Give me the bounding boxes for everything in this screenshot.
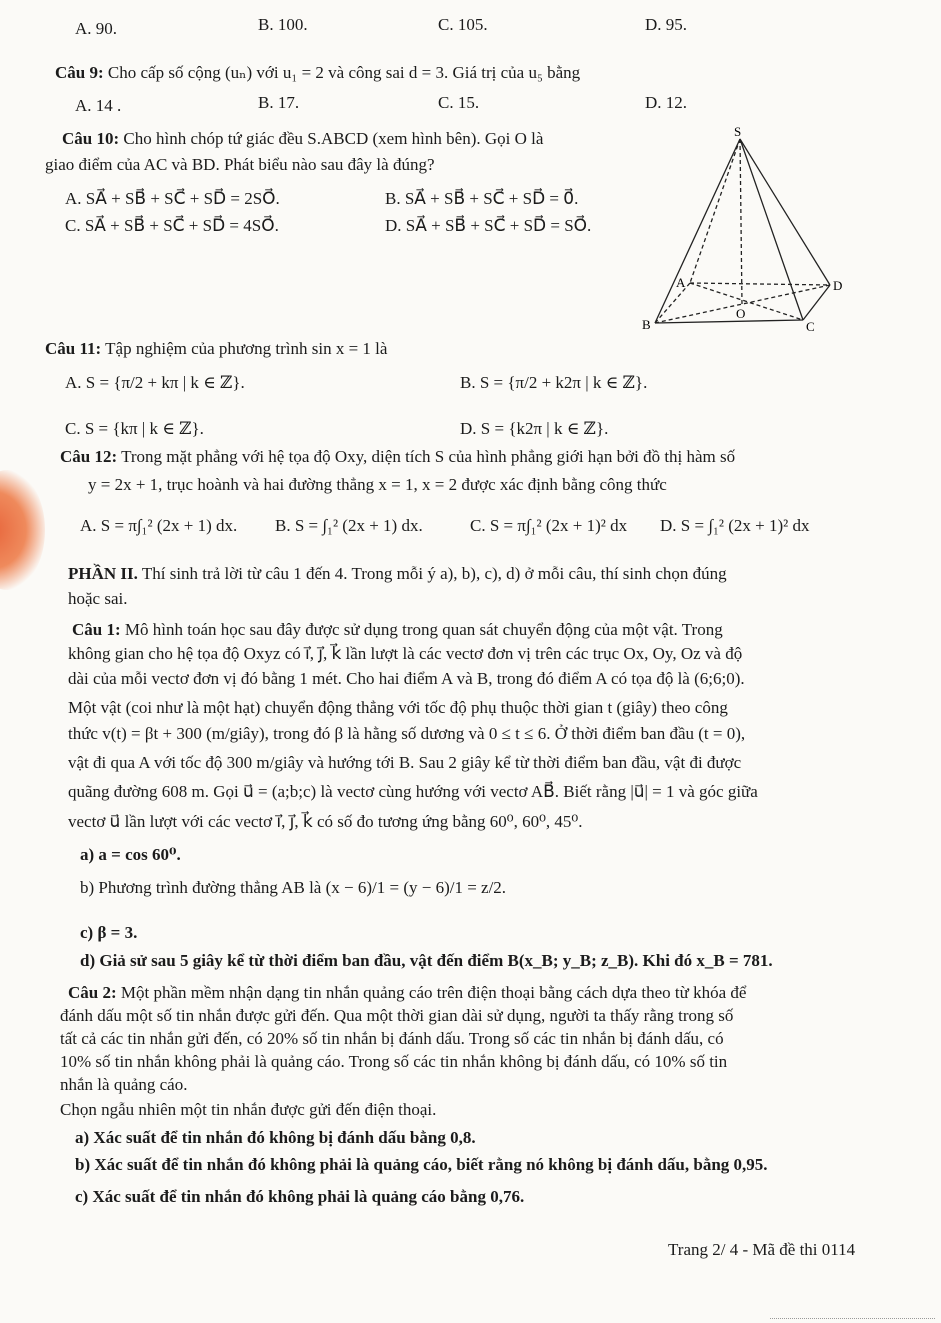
q9-option-b: B. 17. bbox=[258, 93, 300, 112]
p2q1-line7: quãng đường 608 m. Gọi u⃗ = (a;b;c) là vectơ cùng hướng với vectơ AB⃗. Biết rằng |u⃗| = 1 và góc giữa bbox=[68, 782, 758, 801]
q8-option-c: C. 105. bbox=[438, 15, 488, 34]
footer-dotted-line bbox=[770, 1318, 935, 1319]
edge-sb bbox=[655, 139, 740, 323]
q11 bbox=[45, 338, 387, 360]
edge-sa bbox=[690, 139, 740, 283]
q11-option-c: C. S = {kπ | k ∈ ℤ}. bbox=[65, 419, 204, 438]
q9-option-c: C. 15. bbox=[438, 93, 480, 112]
part2-line2: hoặc sai. bbox=[68, 589, 128, 608]
q9-option-d: D. 12. bbox=[645, 93, 688, 112]
q12-text: Trong mặt phẳng với hệ tọa độ Oxy, diện tích S của hình phẳng giới hạn bởi đồ thị hàm số bbox=[121, 447, 736, 466]
q12-option-d: D. S = ∫₁² (2x + 1)² dx bbox=[660, 516, 810, 535]
p2q2-item-b: b) Xác suất để tin nhắn đó không phải là quảng cáo, biết rằng nó không bị đánh dấu, bằng 0,95. bbox=[75, 1155, 768, 1174]
label-b: B bbox=[642, 317, 651, 332]
edge-bc bbox=[655, 320, 803, 323]
q11-option-a: A. S = {π/2 + kπ | k ∈ ℤ}. bbox=[65, 373, 245, 392]
label-a: A bbox=[676, 275, 686, 290]
q10-option-d: D. SA⃗ + SB⃗ + SC⃗ + SD⃗ = SO⃗. bbox=[385, 216, 592, 235]
p2q1-item-c: c) β = 3. bbox=[80, 923, 138, 942]
p2q1-item-a: a) a = cos 60⁰. bbox=[80, 845, 181, 864]
paper-stain bbox=[0, 470, 45, 590]
label-s: S bbox=[734, 125, 742, 139]
q10-line2: giao điểm của AC và BD. Phát biểu nào sau đây là đúng? bbox=[45, 155, 435, 174]
p2q2-line5: nhắn là quảng cáo. bbox=[60, 1075, 188, 1094]
p2q2-text: Một phần mềm nhận dạng tin nhắn quảng cáo trên điện thoại bằng cách dựa theo từ khóa để bbox=[120, 983, 747, 1002]
p2q1-line5: thức v(t) = βt + 300 (m/giây), trong đó β là hằng số dương và 0 ≤ t ≤ 6. Ở thời điểm ban đầu (t = 0), bbox=[68, 724, 746, 743]
part2-text: Thí sinh trả lời từ câu 1 đến 4. Trong mỗi ý a), b), c), d) ở mỗi câu, thí sinh chọn đúng bbox=[141, 564, 727, 583]
q10-option-c: C. SA⃗ + SB⃗ + SC⃗ + SD⃗ = 4SO⃗. bbox=[65, 216, 279, 235]
q12-label: Câu 12: bbox=[60, 447, 118, 466]
p2q2-line1 bbox=[68, 982, 746, 1004]
q12-line2: y = 2x + 1, trục hoành và hai đường thẳng x = 1, x = 2 được xác định bằng công thức bbox=[88, 475, 667, 494]
edge-ad bbox=[690, 283, 830, 285]
p2q1-line2: không gian cho hệ tọa độ Oxyz có i⃗, j⃗, k⃗ lần lượt là các vectơ đơn vị trên các trục Ox, Oy, Oz và độ bbox=[68, 644, 743, 663]
p2q2-item-c: c) Xác suất để tin nhắn đó không phải là quảng cáo bằng 0,76. bbox=[75, 1187, 525, 1206]
edge-ac bbox=[690, 283, 803, 320]
p2q1-line1 bbox=[72, 619, 723, 641]
q11-label: Câu 11: bbox=[45, 339, 102, 358]
q9-text: Cho cấp số cộng (uₙ) với u₁ = 2 và công sai d = 3. Giá trị của u₅ bằng bbox=[107, 63, 581, 82]
p2q1-text: Mô hình toán học sau đây được sử dụng trong quan sát chuyển động của một vật. Trong bbox=[124, 620, 723, 639]
q8-option-b: B. 100. bbox=[258, 15, 308, 34]
q10-option-a: A. SA⃗ + SB⃗ + SC⃗ + SD⃗ = 2SO⃗. bbox=[65, 189, 280, 208]
q12-option-a: A. S = π∫₁² (2x + 1) dx. bbox=[80, 516, 238, 535]
p2q1-item-b: b) Phương trình đường thẳng AB là (x − 6)/1 = (y − 6)/1 = z/2. bbox=[80, 878, 507, 897]
p2q1-line4: Một vật (coi như là một hạt) chuyển động thẳng với tốc độ phụ thuộc thời gian t (giây) theo công bbox=[68, 698, 728, 717]
p2q1-line3: dài của mỗi vectơ đơn vị đó bằng 1 mét. Cho hai điểm A và B, trong đó điểm A có tọa độ là (6;6;0). bbox=[68, 669, 745, 688]
q12-option-c: C. S = π∫₁² (2x + 1)² dx bbox=[470, 516, 628, 535]
q12-option-b: B. S = ∫₁² (2x + 1) dx. bbox=[275, 516, 423, 535]
page-footer: Trang 2/ 4 - Mã đề thi 0114 bbox=[668, 1240, 856, 1259]
p2q1-line8: vectơ u⃗ lần lượt với các vectơ i⃗, j⃗, k⃗ có số đo tương ứng bằng 60⁰, 60⁰, 45⁰. bbox=[68, 812, 583, 831]
p2q1-label: Câu 1: bbox=[72, 620, 121, 639]
p2q1-line6: vật đi qua A với tốc độ 300 m/giây và hướng tới B. Sau 2 giây kể từ thời điểm ban đầu, vật đi được bbox=[68, 753, 742, 772]
q9-option-a: A. 14 . bbox=[75, 96, 122, 115]
q8-option-a: A. 90. bbox=[75, 19, 118, 38]
pyramid-figure bbox=[630, 125, 845, 335]
p2q2-item-a: a) Xác suất để tin nhắn đó không bị đánh dấu bằng 0,8. bbox=[75, 1128, 476, 1147]
q9 bbox=[55, 62, 580, 84]
q10-option-b: B. SA⃗ + SB⃗ + SC⃗ + SD⃗ = 0⃗. bbox=[385, 189, 579, 208]
p2q2-line2: đánh dấu một số tin nhắn được gửi đến. Qua một thời gian dài sử dụng, người ta thấy rằng trong số bbox=[60, 1006, 734, 1025]
label-o: O bbox=[736, 306, 746, 321]
p2q2-label: Câu 2: bbox=[68, 983, 117, 1002]
q10-line1 bbox=[62, 128, 543, 150]
label-d: D bbox=[833, 278, 843, 293]
p2q1-item-d: d) Giả sử sau 5 giây kể từ thời điểm ban đầu, vật đến điểm B(x_B; y_B; z_B). Khi đó x_B = 781. bbox=[80, 951, 773, 970]
q9-label: Câu 9: bbox=[55, 63, 104, 82]
p2q2-line3: tất cả các tin nhắn gửi đến, có 20% số tin nhắn bị đánh dấu. Trong số các tin nhắn bị đánh dấu, có bbox=[60, 1029, 724, 1048]
q11-option-b: B. S = {π/2 + k2π | k ∈ ℤ}. bbox=[460, 373, 648, 392]
q10-label: Câu 10: bbox=[62, 129, 120, 148]
part2-line1 bbox=[68, 563, 727, 585]
q8-option-d: D. 95. bbox=[645, 15, 688, 34]
p2q2-line6: Chọn ngẫu nhiên một tin nhắn được gửi đến điện thoại. bbox=[60, 1100, 437, 1119]
q11-text: Tập nghiệm của phương trình sin x = 1 là bbox=[105, 339, 388, 358]
label-c: C bbox=[806, 319, 815, 334]
q10-text: Cho hình chóp tứ giác đều S.ABCD (xem hình bên). Gọi O là bbox=[123, 129, 544, 148]
p2q2-line4: 10% số tin nhắn không phải là quảng cáo. Trong số các tin nhắn không bị đánh dấu, có 10% số tin bbox=[60, 1052, 728, 1071]
edge-sd bbox=[740, 139, 830, 285]
part2-label: PHẦN II. bbox=[68, 564, 138, 583]
edge-so bbox=[740, 139, 742, 305]
q11-option-d: D. S = {k2π | k ∈ ℤ}. bbox=[460, 419, 609, 438]
q12-line1 bbox=[60, 446, 735, 468]
